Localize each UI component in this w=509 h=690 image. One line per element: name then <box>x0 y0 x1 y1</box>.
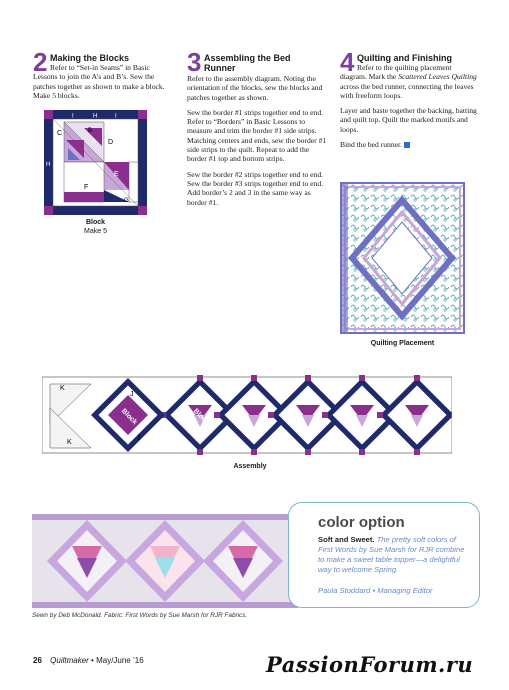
step-title: Assembling the Bed Runner <box>204 53 291 73</box>
label-h-top: H <box>93 113 98 120</box>
assembly-block-label-2: Block <box>191 407 211 427</box>
cornerstone <box>214 412 220 418</box>
color-option-photo <box>32 514 298 608</box>
cornerstone <box>305 375 311 381</box>
page-footer <box>33 656 144 665</box>
block-subcaption: Make 5 <box>84 228 107 235</box>
photo-caption: Sewn by Deb McDonald. Fabric: First Words by Sue Marsh for RJR Fabrics. <box>32 612 248 619</box>
step-number: 2 <box>33 47 48 77</box>
magazine-name: Quiltmaker <box>50 656 89 665</box>
cornerstone <box>322 412 328 418</box>
label-f: F <box>84 184 89 191</box>
cornerstone <box>451 412 452 418</box>
label-a: A <box>92 139 97 145</box>
quilting-placement-caption: Quilting Placement <box>370 340 435 347</box>
step-text: Refer to “Set-in Seams” in Basic Lessons to join the A’s and B’s. Sew the patches together as shown to make a block. Make 5 blocks. <box>33 63 165 100</box>
label-b: B <box>88 128 93 134</box>
step-text <box>340 63 480 155</box>
assembly-caption: Assembly <box>233 463 267 470</box>
table-topper-photo <box>32 514 298 608</box>
page-number: 26 <box>33 656 42 665</box>
label-i-2: I <box>115 113 117 120</box>
paragraph-2: Layer and baste together the backing, batting and quilt top. Quilt the marked motifs and loops. <box>340 106 477 134</box>
paragraph-3: Sew the border #2 strips together end to end. Sew the border #3 strips together end to end. Add border’s 2 and 3 in the same way as border #1. <box>187 169 324 207</box>
color-option-author: Paula Stoddard • Managing Editor <box>318 586 433 595</box>
cornerstone <box>305 449 311 455</box>
assembly-diagram <box>42 374 452 456</box>
label-c: C <box>57 130 63 137</box>
cornerstone <box>268 412 274 418</box>
color-option-lead: Soft and Sweet. <box>318 535 375 544</box>
watermark: PassionForum.ru <box>266 652 474 677</box>
cornerstone <box>414 449 420 455</box>
step-number: 4 <box>340 47 355 77</box>
step-number: 3 <box>187 47 202 77</box>
quilting-placement-diagram <box>340 182 465 334</box>
cornerstone <box>197 375 203 381</box>
step-title: Quilting and Finishing <box>357 53 452 63</box>
cornerstone <box>197 449 203 455</box>
cornerstone <box>251 375 257 381</box>
cornerstone <box>359 449 365 455</box>
paragraph-3: Bind the bed runner. <box>340 140 480 149</box>
label-k-bottom: K <box>67 439 72 446</box>
end-mark-icon <box>404 142 410 148</box>
paragraph-1: Refer to the assembly diagram. Noting the orientation of the blocks, sew the blocks and patches together as shown. <box>187 74 323 102</box>
step-text <box>187 74 327 213</box>
label-i-1: I <box>72 113 74 120</box>
color-option-description: The pretty soft colors of First Words by Sue Marsh for RJR combine to make a sweet table topper—a delightful way to welcome Spring. <box>318 535 465 574</box>
cornerstone <box>377 412 383 418</box>
label-j-bottom: J <box>137 435 141 442</box>
cornerstone <box>414 375 420 381</box>
label-e: E <box>114 171 119 178</box>
block-caption: Block <box>85 219 106 226</box>
cornerstone <box>359 375 365 381</box>
color-option-title: color option <box>318 514 405 531</box>
cornerstone <box>251 449 257 455</box>
assembly-block-label-1: Block <box>119 407 139 427</box>
label-j-top: J <box>130 391 134 398</box>
block-diagram <box>44 110 147 215</box>
label-d-top: D <box>108 139 114 146</box>
step-title: Making the Blocks <box>50 53 130 63</box>
issue-date: • May/June ’16 <box>88 656 144 665</box>
paragraph-1: Refer to the quilting placement diagram. Mark the Scattered Leaves Quilting across the bed runner, connecting the leaves with freeform loops. <box>340 63 477 100</box>
color-option-text <box>318 535 468 575</box>
label-g: G <box>124 198 129 204</box>
label-h: H <box>46 162 51 168</box>
label-k-top: K <box>60 385 65 392</box>
paragraph-2: Sew the border #1 strips together end to end. Refer to “Borders” in Basic Lessons to measure and trim the border #1 side strips. Matching centers and ends, sew the border #1 side strips to the quilt. Repeat to add the border #1 top and bottom strips. <box>187 107 327 164</box>
